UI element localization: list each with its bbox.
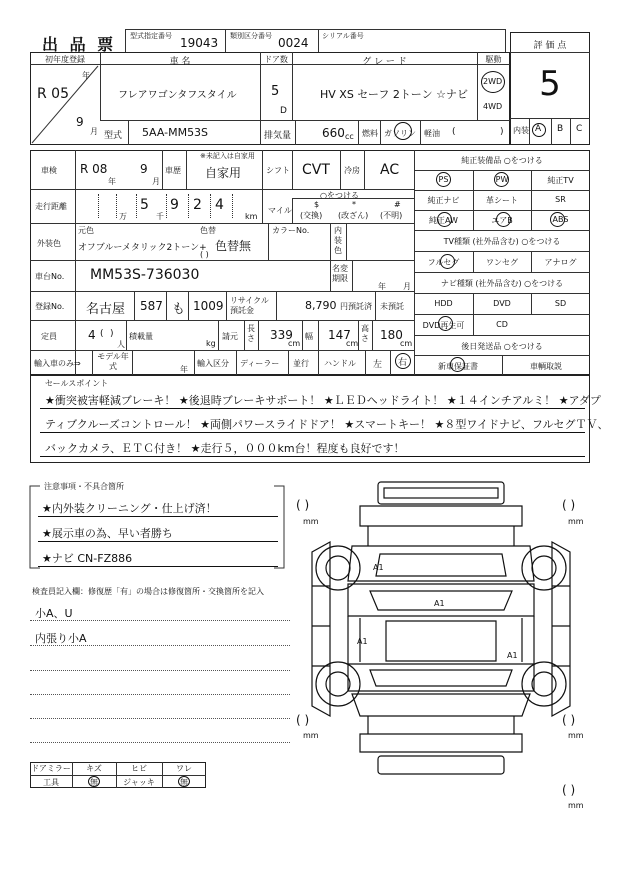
model-label: 型式 [104, 131, 123, 141]
tire-depth-spare-bracket: ( ) [562, 783, 576, 797]
equip-navi: 純正ナビ [427, 196, 460, 205]
color-change-value: 色替無 [215, 239, 252, 253]
score-value: 5 [539, 64, 561, 104]
recycle-unpaid: 未預託 [380, 302, 404, 311]
tire-depth-rr-bracket: ( ) [562, 713, 576, 727]
parallel-option: 並行 [293, 359, 309, 368]
recycle-label: リサイクル預託金 [230, 296, 269, 315]
notes-line-3: ★ナビ CN-FZ886 [42, 552, 133, 565]
reg-city: 名古屋 [86, 302, 126, 317]
reg-num-2: 1009 [193, 299, 224, 313]
table-header-break: ワレ [176, 764, 192, 773]
navi-hdd: HDD [434, 299, 453, 308]
interior-b: B [557, 124, 564, 134]
interior-label: 内装 [513, 126, 529, 135]
first-reg-month: 9 [76, 115, 84, 129]
tire-depth-rl-bracket: ( ) [296, 713, 310, 727]
mileage-opt-1-label: (交換) [300, 211, 323, 220]
capacity-label: 定員 [41, 332, 57, 341]
light-oil-label: 軽油 [424, 129, 440, 138]
notes-line-2: ★展示車の為、早い者勝ち [42, 527, 173, 540]
capacity-bracket-open: ( [100, 329, 104, 339]
color-paren: ( ) [200, 250, 209, 259]
damage-mark-2: A1 [434, 599, 445, 608]
pure-equipment-label: 純正装備品 ○をつける [461, 156, 543, 165]
form-title: 出 品 票 [42, 35, 117, 54]
table-header-crack: ヒビ [131, 764, 147, 773]
claim-label: 請元 [222, 332, 238, 341]
mileage-digit-3: 2 [193, 197, 202, 213]
tv-fullseg: フルセグ [427, 258, 460, 267]
inspector-line-2: 内張り小A [35, 632, 87, 645]
inspection-month: 9 [140, 162, 148, 176]
mileage-opt-1: $ [314, 200, 320, 209]
later-warranty: 新車保証書 [438, 362, 478, 371]
later-shipment-label: 後日発送品 ○をつける [461, 342, 543, 351]
tire-depth-rr-unit: mm [568, 731, 584, 740]
model-year-label: モデル年式 [97, 352, 129, 371]
year-mark: 年 [82, 71, 90, 80]
tv-type-label: TV種類 (社外品含む) ○をつける [443, 237, 561, 246]
notes-label: 注意事項・不具合箇所 [44, 482, 124, 491]
table-header-scratch: キズ [86, 764, 102, 773]
import-year: 年 [180, 365, 188, 374]
displacement-value: 660 [322, 126, 345, 140]
history-value: 自家用 [205, 166, 242, 180]
length-value: 339 [270, 328, 293, 342]
type-no-label: 型式指定番号 [130, 32, 172, 40]
drive-4wd: 4WD [483, 102, 503, 111]
damage-mark-3: A1 [357, 637, 368, 646]
color-label: 外装色 [37, 239, 61, 248]
interior-color-label: 内装色 [334, 226, 342, 255]
class-no-value: 0024 [278, 36, 309, 50]
inspection-label: 車検 [41, 166, 57, 175]
fuel-label: 燃料 [362, 129, 378, 138]
light-oil-bracket-open: ( [452, 127, 456, 137]
chassis-value: MM53S-736030 [90, 267, 200, 283]
table-jack-value: 無 [180, 778, 188, 787]
later-manual: 車輌取説 [530, 362, 562, 371]
mileage-opt-3: # [394, 200, 401, 209]
shift-value: CVT [302, 162, 330, 178]
color-no-label: カラーNo. [272, 226, 310, 235]
load-unit: kg [206, 339, 216, 348]
score-label: 評 価 点 [533, 41, 567, 51]
mileage-circle-note: ○をつける [320, 191, 359, 200]
interior-c: C [576, 124, 583, 134]
chassis-label: 車台No. [35, 272, 65, 281]
table-jack-label: ジャッキ [123, 778, 155, 787]
length-unit: cm [288, 339, 301, 348]
grade-label: グ レ ー ド [362, 57, 407, 67]
mileage-digit-2: 9 [170, 197, 179, 213]
sales-line-3: バックカメラ、ＥＴＣ付き！ ★走行５，０００km台！程度も良好です！ [45, 442, 405, 455]
damage-mark-1: A1 [373, 563, 384, 572]
car-damage-diagram [290, 476, 590, 811]
door-type: D [280, 106, 287, 116]
height-value: 180 [380, 328, 403, 342]
grade-value: HV XS セーフ 2トーン ☆ナビ [320, 88, 468, 101]
month-mark: 月 [90, 127, 98, 136]
import-type-label: 輸入区分 [197, 359, 229, 368]
first-reg-label: 初年度登録 [45, 55, 85, 64]
table-tools-label: 工具 [43, 778, 59, 787]
capacity-value: 4 [88, 328, 96, 342]
history-note: ※未記入は自家用 [200, 152, 255, 160]
light-oil-bracket-close: ) [500, 127, 504, 137]
navi-dvd: DVD [493, 299, 511, 308]
equip-ps: PS [438, 175, 449, 184]
drive-label: 駆動 [485, 55, 502, 64]
handle-label: ハンドル [324, 359, 356, 368]
car-name-value: フレアワゴンタフスタイル [118, 90, 237, 101]
ac-label: 冷房 [344, 166, 360, 175]
doors-value: 5 [271, 84, 280, 99]
tire-depth-fl-bracket: ( ) [296, 498, 310, 512]
mileage-opt-2: * [352, 200, 356, 209]
inspector-label: 検査員記入欄：修復歴「有」の場合は修復箇所・交換箇所を記入 [32, 587, 264, 596]
history-label: 車歴 [165, 166, 181, 175]
class-no-label: 類別区分番号 [230, 32, 272, 40]
mileage-opt-2-label: (改ざん) [338, 211, 369, 220]
navi-dvd-playback: DVD再生可 [422, 321, 465, 330]
car-name-label: 車 名 [169, 57, 191, 67]
inspection-month-mark: 月 [152, 177, 160, 186]
height-unit: cm [400, 339, 413, 348]
handle-right: 右 [398, 358, 408, 368]
tire-depth-fr-bracket: ( ) [562, 498, 576, 512]
tv-analog: アナログ [544, 258, 577, 267]
navi-cd: CD [496, 320, 508, 329]
orig-color-label: 元色 [78, 226, 94, 235]
damage-mark-4: A1 [507, 651, 518, 660]
inspection-year-mark: 年 [108, 177, 116, 186]
load-label: 積載量 [129, 332, 153, 341]
width-label: 幅 [305, 332, 313, 341]
tire-depth-fl-unit: mm [303, 517, 319, 526]
cc-unit: cc [345, 132, 354, 141]
first-reg-year: R 05 [37, 86, 69, 102]
inspector-line-1: 小A、U [35, 607, 73, 620]
equip-tv: 純正TV [547, 176, 574, 185]
serial-label: シリアル番号 [322, 32, 364, 40]
mileage-km: km [245, 212, 258, 221]
handle-left: 左 [373, 360, 383, 370]
capacity-unit: 人 [117, 340, 125, 349]
model-value: 5AA-MM53S [142, 126, 209, 139]
mileage-label: 走行距離 [35, 202, 67, 211]
interior-a: A [535, 124, 542, 134]
notes-line-1: ★内外装クリーニング・仕上げ済！ [42, 502, 217, 515]
navi-sd: SD [554, 299, 567, 308]
change-deadline-month: 月 [403, 282, 411, 291]
equip-aw: 純正AW [429, 216, 458, 225]
equip-airbag: エアB [491, 216, 513, 225]
import-label: 輸入車のみ⇒ [34, 359, 81, 368]
length-label: 長さ [247, 324, 255, 343]
table-header-mirror: ドアミラー [31, 764, 71, 773]
type-no-value: 19043 [180, 36, 219, 50]
width-unit: cm [346, 339, 359, 348]
mileage-sen: 千 [156, 212, 164, 221]
mileage-digit-1: 5 [140, 197, 149, 213]
registration-label: 登録No. [35, 302, 65, 311]
reg-kana: も [172, 302, 186, 317]
orig-color-value: オフブルーメタリック2トーン+ [78, 243, 207, 253]
equip-sr: SR [555, 195, 566, 204]
capacity-bracket-close: ) [110, 329, 114, 339]
dealer-option: ディーラー [240, 359, 280, 368]
fuel-value: ガソリン [384, 129, 416, 138]
navi-type-label: ナビ種類 (社外品含む) ○をつける [440, 279, 564, 288]
sales-points-label: セールスポイント [45, 379, 109, 388]
change-deadline-year: 年 [378, 282, 386, 291]
sales-line-1: ★衝突被害軽減ブレーキ！ ★後退時ブレーキサポート！ ★ＬＥＤヘッドライト！ ★１４インチアルミ！ ★アダプ [45, 394, 601, 407]
reg-num-1: 587 [140, 299, 163, 313]
width-value: 147 [328, 328, 351, 342]
inspection-value: R 08 [80, 162, 108, 176]
tv-oneseg: ワンセグ [486, 258, 518, 267]
mileage-opt-3-label: (不明) [380, 211, 403, 220]
color-change-label: 色替 [200, 226, 216, 235]
change-deadline-label: 名変期限 [332, 264, 348, 283]
equip-abs: ABS [552, 215, 569, 224]
tire-depth-fr-unit: mm [568, 517, 584, 526]
mileage-mile: マイル [268, 206, 292, 215]
recycle-value: 8,790 [305, 299, 337, 312]
drive-2wd: 2WD [483, 77, 503, 86]
equip-leather: 革シート [486, 196, 518, 205]
tire-depth-spare-unit: mm [568, 801, 584, 810]
tire-depth-rl-unit: mm [303, 731, 319, 740]
sales-line-2: ティブクルーズコントロール！ ★両側パワースライドドア！ ★スマートキー！ ★８型ワイドナビ、フルセグＴＶ、 [45, 418, 609, 431]
ac-value: AC [380, 162, 400, 178]
table-tools-value: 無 [90, 778, 98, 787]
height-label: 高さ [361, 324, 369, 343]
equip-pw: PW [495, 175, 509, 184]
recycle-unit: 円預託済 [340, 302, 372, 311]
mileage-digit-4: 4 [215, 197, 224, 213]
displacement-label: 排気量 [264, 131, 292, 141]
mileage-man: 万 [119, 212, 127, 221]
shift-label: シフト [266, 166, 290, 175]
doors-label: ドア数 [264, 55, 288, 64]
